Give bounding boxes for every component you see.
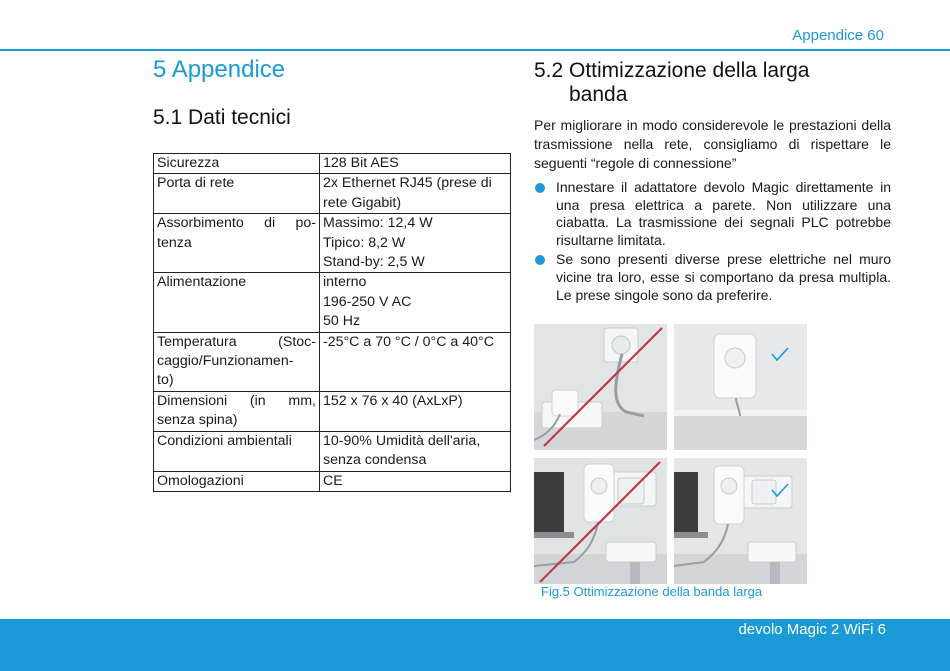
spec-key: Temperatura (Stoc- caggio/Funzionamen- to) (154, 332, 320, 391)
spec-value: 10-90% Umidità dell'aria, senza condensa (320, 431, 511, 471)
table-row (154, 273, 511, 332)
photo-power-strip-wrong (534, 324, 667, 450)
footer-product-label: devolo Magic 2 WiFi 6 (738, 621, 886, 638)
list-item: Innestare il adattatore devolo Magic direttamente in una presa elettrica a parete. Non utilizzare una ciabatta. La trasmissione dei segnali PLC potrebbe risultarne limitata. (534, 179, 891, 249)
spec-value: 128 Bit AES (320, 154, 511, 174)
list-item: Se sono presenti diverse prese elettriche nel muro vicine tra loro, esse si comportano da presa multipla. Le prese singole sono da preferire. (534, 251, 891, 304)
table-row (154, 332, 511, 391)
technical-data-table (153, 153, 511, 492)
spec-value: 152 x 76 x 40 (AxLxP) (320, 391, 511, 431)
spec-key: Condizioni ambientali (154, 431, 320, 471)
spec-value: CE (320, 471, 511, 491)
figure-caption: Fig.5 Ottimizzazione della banda larga (541, 584, 763, 599)
intro-paragraph: Per migliorare in modo considerevole le prestazioni della trasmissione nella rete, consigliamo di rispettare le seguenti “regole di connessione” (534, 117, 891, 171)
section-title-broadband-optimization: 5.2 Ottimizzazione della larga banda (534, 59, 810, 106)
spec-key: Dimensioni (in mm, senza spina) (154, 391, 320, 431)
bullet-icon (535, 255, 545, 265)
photo-wall-socket-right (674, 324, 807, 450)
spec-value: 2x Ethernet RJ45 (prese di rete Gigabit) (320, 174, 511, 214)
photo-single-sockets-right (674, 458, 807, 584)
spec-key: Sicurezza (154, 154, 320, 174)
spec-key: Omologazioni (154, 471, 320, 491)
spec-key: Assorbimento di po- tenza (154, 214, 320, 273)
table-row (154, 471, 511, 491)
table-row (154, 391, 511, 431)
page-header-label: Appendice 60 (792, 27, 884, 44)
spec-key: Alimentazione (154, 273, 320, 332)
spec-key: Porta di rete (154, 174, 320, 214)
chapter-title: 5 Appendice (153, 56, 286, 83)
spec-value: -25°C a 70 °C / 0°C a 40°C (320, 332, 511, 391)
section-title-technical-data: 5.1 Dati tecnici (153, 106, 291, 129)
table-row (154, 154, 511, 174)
connection-rules-list (534, 179, 891, 306)
photo-multiple-sockets-wrong (534, 458, 667, 584)
bullet-icon (535, 183, 545, 193)
header-rule (0, 49, 950, 51)
spec-value: interno 196-250 V AC 50 Hz (320, 273, 511, 332)
spec-value: Massimo: 12,4 W Tipico: 8,2 W Stand-by: 2,5 W (320, 214, 511, 273)
table-row (154, 174, 511, 214)
table-row (154, 214, 511, 273)
table-row (154, 431, 511, 471)
